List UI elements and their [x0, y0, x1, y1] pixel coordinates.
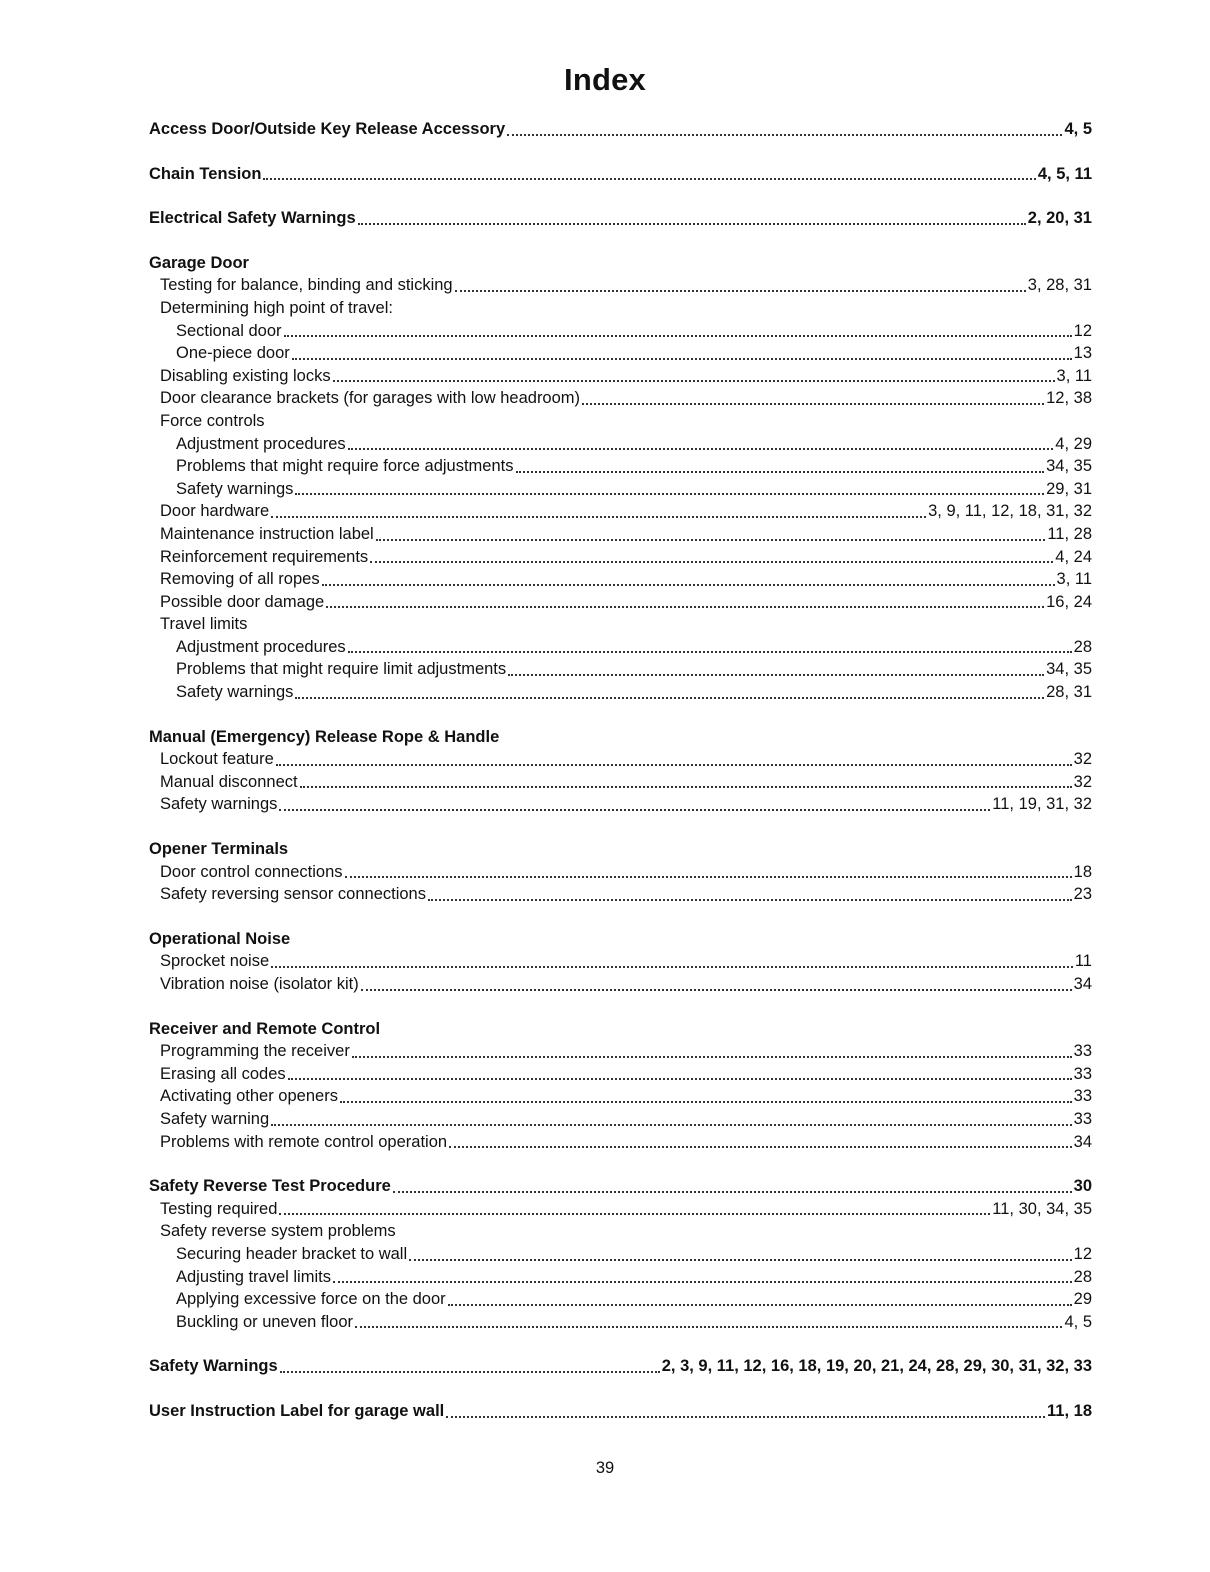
entry-pages: 28: [1073, 637, 1092, 656]
dot-leader: [370, 561, 1053, 563]
section-gap: [149, 141, 1092, 163]
entry-pages: 3, 9, 11, 12, 18, 31, 32: [928, 502, 1092, 521]
index-entry: [149, 793, 1092, 816]
entry-label: Manual (Emergency) Release Rope & Handle: [149, 727, 500, 746]
entry-pages: 11: [1074, 952, 1092, 971]
entry-label: Sectional door: [176, 321, 282, 340]
dot-leader: [345, 876, 1072, 878]
dot-leader: [326, 606, 1044, 608]
entry-label: One-piece door: [176, 344, 290, 363]
index-heading: [149, 1175, 1092, 1198]
page-number: 39: [595, 1459, 615, 1477]
index-entry: [149, 342, 1092, 365]
index-entry: [149, 1063, 1092, 1086]
entry-pages: 34, 35: [1046, 660, 1092, 679]
index-entry: [149, 748, 1092, 771]
index-heading: [149, 726, 1092, 749]
entry-pages: 12: [1073, 1244, 1092, 1263]
section-gap: [149, 996, 1092, 1018]
entry-pages: 4, 5: [1064, 1312, 1092, 1331]
dot-leader: [280, 1371, 660, 1373]
index-entry: [149, 883, 1092, 906]
index-heading: [149, 1400, 1092, 1423]
entry-pages: 33: [1073, 1087, 1092, 1106]
dot-leader: [340, 1101, 1072, 1103]
entry-label: Reinforcement requirements: [160, 547, 369, 566]
entry-label: Safety Reverse Test Procedure: [149, 1177, 391, 1196]
dot-leader: [507, 134, 1062, 136]
index-entry: [149, 861, 1092, 884]
entry-pages: 18: [1073, 862, 1092, 881]
dot-leader: [348, 651, 1072, 653]
index-entry: [149, 320, 1092, 343]
entry-pages: 4, 24: [1055, 547, 1092, 566]
dot-leader: [279, 809, 990, 811]
index-heading: [149, 1355, 1092, 1378]
entry-pages: 4, 29: [1055, 434, 1092, 453]
entry-pages: 29, 31: [1046, 479, 1092, 498]
entry-label: Safety warnings: [176, 683, 294, 702]
entry-label: Safety warning: [160, 1109, 270, 1128]
dot-leader: [409, 1259, 1072, 1261]
entry-label: Vibration noise (isolator kit): [160, 975, 359, 993]
entry-pages: 3, 11: [1056, 570, 1092, 589]
entry-pages: 28, 31: [1046, 683, 1092, 702]
entry-label: Safety warnings: [176, 479, 294, 498]
entry-pages: 2, 3, 9, 11, 12, 16, 18, 19, 20, 21, 24, 28, 29, 30, 31, 32, 33: [661, 1357, 1092, 1376]
entry-pages: 3, 11: [1056, 366, 1092, 385]
entry-pages: 11, 19, 31, 32: [992, 795, 1092, 814]
section-gap: [149, 230, 1092, 252]
dot-leader: [333, 1281, 1072, 1283]
index-entry: [149, 410, 1092, 433]
index-entry: [149, 950, 1092, 973]
index-heading: [149, 252, 1092, 275]
entry-label: Adjustment procedures: [176, 637, 346, 656]
entry-label: Door clearance brackets (for garages with low headroom): [160, 389, 581, 408]
entry-label: Force controls: [160, 411, 265, 430]
dot-leader: [393, 1191, 1072, 1193]
index-entry: [149, 973, 1092, 996]
dot-leader: [446, 1416, 1045, 1418]
section-gap: [149, 185, 1092, 207]
entry-label: Possible door damage: [160, 592, 325, 611]
entry-label: Testing for balance, binding and sticking: [160, 276, 453, 295]
entry-label: Removing of all ropes: [160, 570, 320, 589]
entry-label: Operational Noise: [149, 929, 291, 948]
entry-pages: 34: [1073, 975, 1092, 993]
index-entry: [149, 681, 1092, 704]
index-entry: [149, 568, 1092, 591]
entry-label: Chain Tension: [149, 164, 262, 183]
index-entry: [149, 1311, 1092, 1334]
section-gap: [149, 816, 1092, 838]
entry-pages: 30: [1073, 1177, 1092, 1196]
index-heading: [149, 207, 1092, 230]
dot-leader: [361, 989, 1072, 991]
dot-leader: [295, 697, 1044, 699]
entry-label: Travel limits: [160, 615, 248, 634]
index-entry: [149, 523, 1092, 546]
index-entry: [149, 297, 1092, 320]
entry-label: Safety Warnings: [149, 1357, 278, 1376]
entry-pages: 11, 30, 34, 35: [992, 1199, 1092, 1218]
index-heading: [149, 928, 1092, 951]
entry-label: Door control connections: [160, 862, 343, 881]
entry-label: Lockout feature: [160, 750, 274, 769]
index-entry: [149, 365, 1092, 388]
entry-label: Applying excessive force on the door: [176, 1290, 446, 1309]
entry-pages: 28: [1073, 1267, 1092, 1286]
entry-pages: 4, 5, 11: [1037, 164, 1092, 183]
entry-pages: 33: [1073, 1109, 1092, 1128]
entry-pages: 23: [1073, 885, 1092, 904]
index-heading: [149, 163, 1092, 186]
index-entry: [149, 771, 1092, 794]
index-entry: [149, 636, 1092, 659]
entry-pages: 32: [1073, 772, 1092, 791]
entry-label: Problems with remote control operation: [160, 1132, 448, 1151]
entry-label: Sprocket noise: [160, 952, 270, 971]
index-entry: [149, 387, 1092, 410]
index-entry: [149, 613, 1092, 636]
entry-pages: 33: [1073, 1064, 1092, 1083]
index-entry: [149, 1108, 1092, 1131]
entry-label: Maintenance instruction label: [160, 524, 374, 543]
index-entry: [149, 591, 1092, 614]
dot-leader: [516, 471, 1045, 473]
entry-pages: 13: [1073, 344, 1092, 363]
section-gap: [149, 1153, 1092, 1175]
dot-leader: [284, 335, 1072, 337]
dot-leader: [348, 448, 1054, 450]
dot-leader: [292, 358, 1072, 360]
section-gap: [149, 704, 1092, 726]
index-entry: [149, 1288, 1092, 1311]
entry-label: Adjusting travel limits: [176, 1267, 331, 1286]
entry-label: Adjustment procedures: [176, 434, 346, 453]
entry-label: Buckling or uneven floor: [176, 1312, 354, 1331]
section-gap: [149, 906, 1092, 928]
entry-label: Safety reversing sensor connections: [160, 885, 426, 904]
dot-leader: [322, 584, 1055, 586]
entry-label: Programming the receiver: [160, 1042, 350, 1061]
entry-label: Electrical Safety Warnings: [149, 209, 356, 228]
index-heading: [149, 838, 1092, 861]
dot-leader: [295, 493, 1044, 495]
dot-leader: [333, 380, 1055, 382]
dot-leader: [582, 403, 1044, 405]
index-heading: [149, 1018, 1092, 1041]
dot-leader: [288, 1078, 1072, 1080]
entry-label: Manual disconnect: [160, 772, 298, 791]
dot-leader: [263, 178, 1035, 180]
dot-leader: [355, 1326, 1062, 1328]
index-entry: [149, 274, 1092, 297]
dot-leader: [352, 1056, 1072, 1058]
entry-pages: 12, 38: [1046, 389, 1092, 408]
entry-label: Safety warnings: [160, 795, 278, 814]
entry-label: User Instruction Label for garage wall: [149, 1401, 445, 1420]
page-title: Index: [564, 62, 646, 97]
index-entry: [149, 1266, 1092, 1289]
entry-label: Activating other openers: [160, 1087, 338, 1106]
index-entry: [149, 1131, 1092, 1154]
dot-leader: [448, 1304, 1072, 1306]
dot-leader: [455, 290, 1026, 292]
dot-leader: [428, 899, 1072, 901]
entry-label: Testing required: [160, 1199, 278, 1218]
entry-pages: 33: [1073, 1042, 1092, 1061]
entry-label: Disabling existing locks: [160, 366, 331, 385]
index-entry: [149, 1085, 1092, 1108]
dot-leader: [376, 539, 1046, 541]
section-gap: [149, 1333, 1092, 1355]
dot-leader: [271, 516, 926, 518]
index-list: [149, 118, 1092, 1423]
entry-label: Securing header bracket to wall: [176, 1244, 408, 1263]
entry-pages: 12: [1073, 321, 1092, 340]
entry-label: Erasing all codes: [160, 1064, 286, 1083]
entry-pages: 34: [1073, 1132, 1092, 1151]
index-entry: [149, 500, 1092, 523]
entry-pages: 34, 35: [1046, 457, 1092, 476]
entry-label: Safety reverse system problems: [160, 1222, 396, 1241]
entry-label: Garage Door: [149, 253, 249, 272]
entry-pages: 3, 28, 31: [1027, 276, 1092, 295]
section-gap: [149, 1378, 1092, 1400]
dot-leader: [449, 1146, 1072, 1148]
dot-leader: [358, 223, 1026, 225]
entry-pages: 4, 5: [1064, 120, 1092, 138]
index-entry: [149, 1220, 1092, 1243]
dot-leader: [300, 786, 1072, 788]
index-entry: [149, 455, 1092, 478]
entry-pages: 11, 18: [1047, 1401, 1092, 1420]
entry-label: Opener Terminals: [149, 840, 289, 859]
dot-leader: [271, 1124, 1071, 1126]
dot-leader: [271, 966, 1073, 968]
entry-pages: 16, 24: [1046, 592, 1092, 611]
index-entry: [149, 658, 1092, 681]
entry-label: Access Door/Outside Key Release Accessory: [149, 120, 506, 138]
index-entry: [149, 433, 1092, 456]
dot-leader: [508, 674, 1044, 676]
entry-label: Door hardware: [160, 502, 270, 521]
index-entry: [149, 546, 1092, 569]
index-entry: [149, 1243, 1092, 1266]
index-entry: [149, 1040, 1092, 1063]
index-heading: [149, 118, 1092, 141]
entry-label: Problems that might require limit adjustments: [176, 660, 507, 679]
entry-pages: 11, 28: [1047, 524, 1092, 543]
entry-label: Receiver and Remote Control: [149, 1019, 381, 1038]
index-entry: [149, 478, 1092, 501]
entry-label: Problems that might require force adjustments: [176, 457, 514, 476]
dot-leader: [279, 1213, 990, 1215]
index-entry: [149, 1198, 1092, 1221]
entry-pages: 32: [1073, 750, 1092, 769]
entry-label: Determining high point of travel:: [160, 298, 393, 317]
dot-leader: [276, 764, 1072, 766]
entry-pages: 2, 20, 31: [1027, 209, 1092, 228]
entry-pages: 29: [1073, 1290, 1092, 1309]
